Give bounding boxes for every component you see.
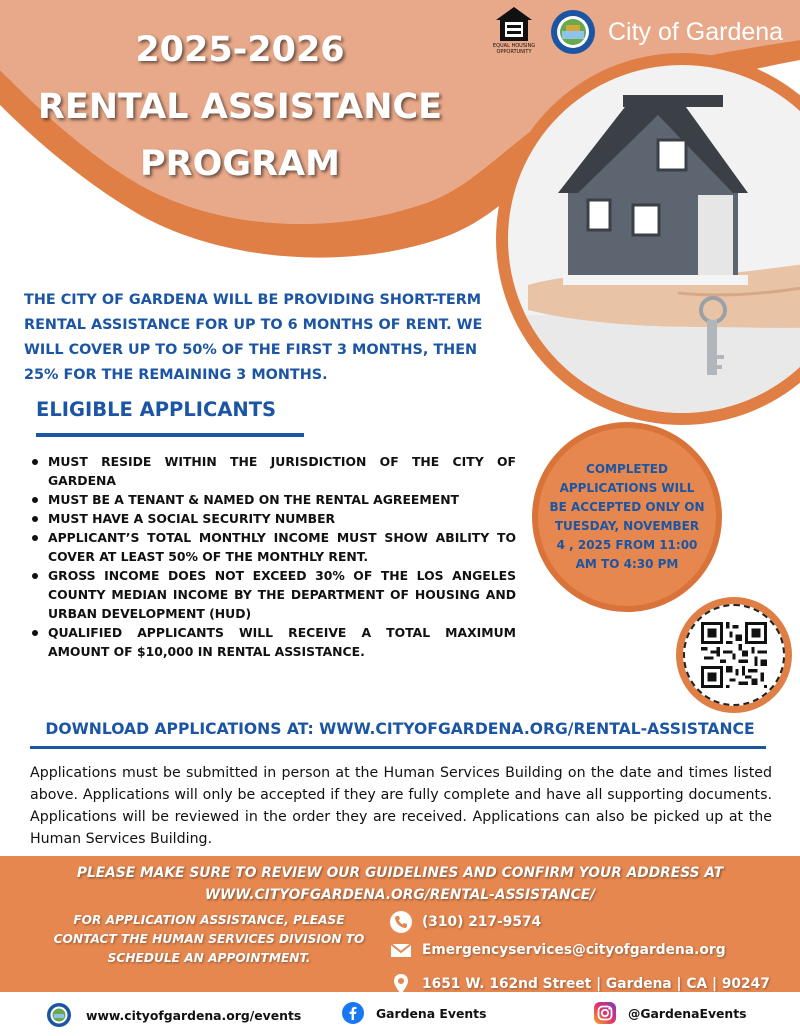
qr-code-icon bbox=[701, 622, 767, 688]
review-notice: PLEASE MAKE SURE TO REVIEW OUR GUIDELINES AND CONFIRM YOUR ADDRESS AT WWW.CITYOFGARDENA.ORG/RENTAL-ASSISTANCE/ bbox=[76, 865, 724, 903]
submission-instructions: Applications must be submitted in person at the Human Services Building on the date and times listed above. Applications will only be accepted if they are fully complete and have all supporting documents. Applications will be reviewed in the order they are received. Applications can also be picked up at the Human Services Building. bbox=[30, 765, 772, 847]
program-intro: THE CITY OF GARDENA WILL BE PROVIDING SHORT-TERM RENTAL ASSISTANCE FOR UP TO 6 MONTHS OF RENT. WE WILL COVER UP TO 50% OF THE FIRST 3 MONTHS, THEN 25% FOR THE REMAINING 3 MONTHS. bbox=[24, 292, 483, 383]
street-address: 1651 W. 162nd Street | Gardena | CA | 90247 bbox=[422, 976, 770, 992]
list-item: QUALIFIED APPLICANTS WILL RECEIVE A TOTAL MAXIMUM AMOUNT OF $10,000 IN RENTAL ASSISTANCE. bbox=[30, 623, 516, 661]
instagram-text: @GardenaEvents bbox=[628, 1005, 747, 1021]
bottom-links bbox=[0, 992, 800, 1036]
website-text: www.cityofgardena.org/events bbox=[86, 1007, 302, 1023]
qr-code-badge[interactable] bbox=[676, 597, 792, 713]
facebook-icon bbox=[342, 1002, 364, 1024]
city-seal-icon bbox=[550, 9, 596, 55]
city-seal-small-icon bbox=[46, 1002, 72, 1028]
list-item: MUST RESIDE WITHIN THE JURISDICTION OF THE CITY OF GARDENA bbox=[30, 452, 516, 490]
contact-phone[interactable] bbox=[390, 908, 790, 936]
website-link[interactable] bbox=[46, 1002, 301, 1028]
instagram-icon bbox=[594, 1002, 616, 1024]
list-item: GROSS INCOME DOES NOT EXCEED 30% OF THE LOS ANGELES COUNTY MEDIAN INCOME BY THE DEPARTMENT OF HOUSING AND URBAN DEVELOPMENT (HUD) bbox=[30, 566, 516, 623]
list-item: MUST BE A TENANT & NAMED ON THE RENTAL AGREEMENT bbox=[30, 490, 516, 509]
deadline-text: COMPLETED APPLICATIONS WILL BE ACCEPTED ONLY ON TUESDAY, NOVEMBER 4 , 2025 FROM 11:00 AM TO 4:30 PM bbox=[549, 462, 705, 571]
city-name: City of Gardena bbox=[608, 17, 784, 46]
email-icon bbox=[390, 939, 412, 961]
header-logos bbox=[488, 4, 783, 60]
eligible-divider bbox=[36, 433, 304, 437]
facebook-text: Gardena Events bbox=[376, 1005, 487, 1021]
facebook-link[interactable] bbox=[342, 1002, 486, 1024]
contact-info bbox=[390, 908, 790, 998]
download-link[interactable]: DOWNLOAD APPLICATIONS AT: WWW.CITYOFGARDENA.ORG/RENTAL-ASSISTANCE bbox=[45, 720, 755, 738]
download-divider bbox=[30, 746, 766, 749]
deadline-badge bbox=[532, 422, 722, 612]
page-title bbox=[30, 22, 450, 193]
contact-email[interactable] bbox=[390, 936, 790, 964]
qr-code-frame bbox=[683, 604, 785, 706]
eligibility-list bbox=[30, 452, 516, 661]
phone-number: (310) 217-9574 bbox=[422, 914, 542, 930]
title-line-2: RENTAL ASSISTANCE bbox=[37, 87, 443, 127]
title-line-1: 2025-2026 bbox=[135, 30, 345, 70]
assistance-notice: FOR APPLICATION ASSISTANCE, PLEASE CONTACT THE HUMAN SERVICES DIVISION TO SCHEDULE AN APPOINTMENT. bbox=[53, 913, 365, 965]
email-address: Emergencyservices@cityofgardena.org bbox=[422, 942, 726, 958]
list-item: APPLICANT’S TOTAL MONTHLY INCOME MUST SHOW ABILITY TO COVER AT LEAST 50% OF THE MONTHLY RENT. bbox=[30, 528, 516, 566]
equal-housing-text: EQUAL HOUSING OPPORTUNITY bbox=[492, 43, 536, 55]
title-line-3: PROGRAM bbox=[140, 144, 340, 184]
equal-housing-logo bbox=[488, 5, 540, 59]
eligible-heading: ELIGIBLE APPLICANTS bbox=[36, 398, 277, 421]
equal-housing-icon bbox=[494, 5, 534, 43]
instagram-link[interactable] bbox=[594, 1002, 747, 1024]
phone-icon bbox=[390, 911, 412, 933]
list-item: MUST HAVE A SOCIAL SECURITY NUMBER bbox=[30, 509, 516, 528]
